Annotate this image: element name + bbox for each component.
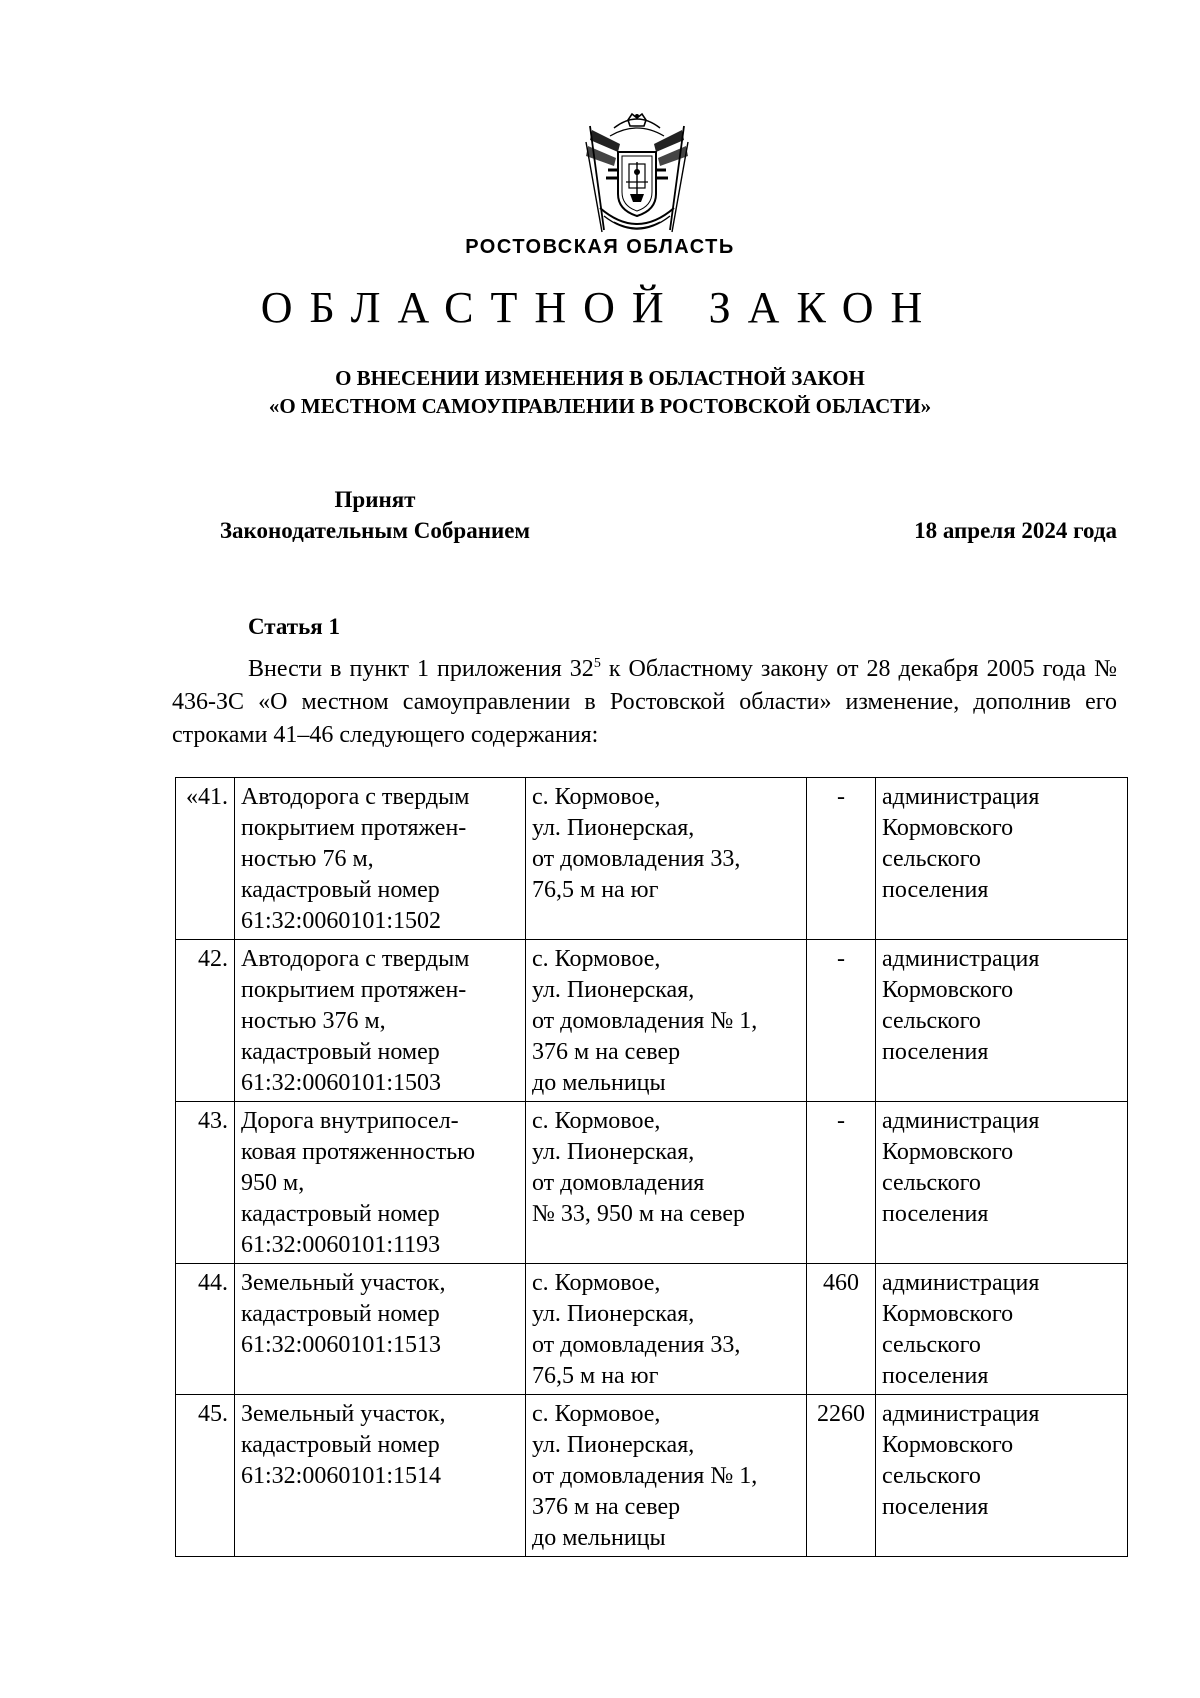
- object-name-line: кадастровый номер: [241, 877, 440, 903]
- table-row: [176, 1264, 1128, 1395]
- object-location-line: 76,5 м на юг: [532, 877, 659, 903]
- adoption-body: [175, 484, 575, 546]
- object-name-line: 61:32:0060101:1193: [241, 1232, 441, 1258]
- object-owner-line: Кормовского: [882, 1301, 1014, 1327]
- object-location-line: с. Кормовое,: [532, 1108, 661, 1134]
- object-location-line: с. Кормовое,: [532, 1401, 661, 1427]
- object-name-line: ковая протяженностью: [241, 1139, 476, 1165]
- object-location-line: ул. Пионерская,: [532, 815, 695, 841]
- object-location-cell: [526, 1395, 807, 1557]
- object-owner-line: сельского: [882, 1008, 981, 1034]
- table-row: [176, 940, 1128, 1102]
- object-owner-line: сельского: [882, 1463, 981, 1489]
- object-location-cell: [526, 940, 807, 1102]
- object-owner-cell: [876, 940, 1128, 1102]
- article-text-part-2: к Областному закону от 28 декабря 2005 года № 436-ЗС «О местном самоуправлении в Ростовской области» изменение, дополнив его строками 41–46 следующего содержания:: [172, 656, 1118, 748]
- object-name-cell: [235, 1264, 526, 1395]
- object-location-line: ул. Пионерская,: [532, 1301, 695, 1327]
- adoption-line-1: Принят: [334, 487, 416, 512]
- object-location-line: с. Кормовое,: [532, 784, 661, 810]
- object-area-cell: 460: [807, 1264, 876, 1395]
- object-location-cell: [526, 1102, 807, 1264]
- object-location-line: с. Кормовое,: [532, 1270, 661, 1296]
- object-owner-cell: [876, 1102, 1128, 1264]
- adoption-date: 18 апреля 2024 года: [914, 518, 1117, 543]
- object-name-line: кадастровый номер: [241, 1039, 440, 1065]
- row-number-cell: 43.: [176, 1102, 235, 1264]
- object-area-cell: -: [807, 778, 876, 940]
- law-title: [0, 364, 1200, 420]
- law-title-line-1: О ВНЕСЕНИИ ИЗМЕНЕНИЯ В ОБЛАСТНОЙ ЗАКОН: [335, 366, 865, 390]
- object-owner-line: поселения: [882, 1494, 989, 1520]
- object-location-line: от домовладения 33,: [532, 846, 741, 872]
- object-owner-line: поселения: [882, 1363, 989, 1389]
- region-name: РОСТОВСКАЯ ОБЛАСТЬ: [465, 236, 735, 258]
- object-name-line: Земельный участок,: [241, 1401, 446, 1427]
- object-owner-line: сельского: [882, 1332, 981, 1358]
- object-name-line: 61:32:0060101:1514: [241, 1463, 442, 1489]
- object-owner-line: администрация: [882, 1108, 1040, 1134]
- object-name-line: 61:32:0060101:1503: [241, 1070, 442, 1096]
- object-owner-cell: [876, 1264, 1128, 1395]
- object-owner-line: Кормовского: [882, 1432, 1014, 1458]
- law-title-line-2: «О МЕСТНОМ САМОУПРАВЛЕНИИ В РОСТОВСКОЙ ОБЛАСТИ»: [268, 394, 932, 418]
- coat-of-arms-emblem: [584, 112, 690, 237]
- object-location-cell: [526, 1264, 807, 1395]
- object-name-line: кадастровый номер: [241, 1432, 440, 1458]
- object-location-line: с. Кормовое,: [532, 946, 661, 972]
- article-text-part-1: Внести в пункт 1 приложения 32: [248, 656, 594, 682]
- row-number-cell: 45.: [176, 1395, 235, 1557]
- object-location-line: от домовладения: [532, 1170, 705, 1196]
- object-name-line: покрытием протяжен-: [241, 977, 467, 1003]
- object-location-line: ул. Пионерская,: [532, 1139, 695, 1165]
- object-location-line: от домовладения № 1,: [532, 1008, 758, 1034]
- document-type: ОБЛАСТНОЙ ЗАКОН: [260, 283, 940, 332]
- object-owner-line: администрация: [882, 1270, 1040, 1296]
- object-owner-line: поселения: [882, 1039, 989, 1065]
- object-area-cell: -: [807, 1102, 876, 1264]
- object-owner-line: Кормовского: [882, 815, 1014, 841]
- article-heading: Статья 1: [248, 614, 340, 639]
- object-name-line: Автодорога с твердым: [241, 946, 470, 972]
- object-name-line: Дорога внутрипосел-: [241, 1108, 459, 1134]
- object-owner-line: поселения: [882, 877, 989, 903]
- object-location-line: ул. Пионерская,: [532, 1432, 695, 1458]
- object-name-line: кадастровый номер: [241, 1201, 440, 1227]
- table-row: [176, 1395, 1128, 1557]
- object-name-line: Автодорога с твердым: [241, 784, 470, 810]
- object-location-line: 376 м на север: [532, 1039, 681, 1065]
- object-owner-line: сельского: [882, 846, 981, 872]
- object-owner-line: сельского: [882, 1170, 981, 1196]
- row-number-cell: «41.: [176, 778, 235, 940]
- object-location-line: 376 м на север: [532, 1494, 681, 1520]
- object-location-line: от домовладения 33,: [532, 1332, 741, 1358]
- object-location-line: до мельницы: [532, 1525, 666, 1551]
- object-location-cell: [526, 778, 807, 940]
- table-row: [176, 778, 1128, 940]
- article-superscript: 5: [593, 656, 601, 671]
- object-owner-cell: [876, 778, 1128, 940]
- object-owner-line: администрация: [882, 784, 1040, 810]
- object-owner-line: Кормовского: [882, 977, 1014, 1003]
- object-location-line: от домовладения № 1,: [532, 1463, 758, 1489]
- object-location-line: 76,5 м на юг: [532, 1363, 659, 1389]
- row-number-cell: 42.: [176, 940, 235, 1102]
- object-area-cell: 2260: [807, 1395, 876, 1557]
- object-name-line: Земельный участок,: [241, 1270, 446, 1296]
- table-row: [176, 1102, 1128, 1264]
- object-name-line: 61:32:0060101:1513: [241, 1332, 442, 1358]
- objects-table-body: [176, 778, 1128, 1557]
- object-location-line: ул. Пионерская,: [532, 977, 695, 1003]
- adoption-line-2: Законодательным Собранием: [219, 518, 531, 543]
- object-name-line: кадастровый номер: [241, 1301, 440, 1327]
- object-name-line: 61:32:0060101:1502: [241, 908, 442, 934]
- object-owner-line: поселения: [882, 1201, 989, 1227]
- objects-table: [175, 777, 1128, 1557]
- object-name-line: ностью 376 м,: [241, 1008, 386, 1034]
- object-name-cell: [235, 940, 526, 1102]
- object-owner-line: Кормовского: [882, 1139, 1014, 1165]
- object-name-line: покрытием протяжен-: [241, 815, 467, 841]
- object-name-cell: [235, 1395, 526, 1557]
- object-owner-line: администрация: [882, 1401, 1040, 1427]
- object-name-line: ностью 76 м,: [241, 846, 374, 872]
- object-owner-line: администрация: [882, 946, 1040, 972]
- object-location-line: № 33, 950 м на север: [532, 1201, 746, 1227]
- article-text: [172, 653, 1117, 752]
- object-area-cell: -: [807, 940, 876, 1102]
- object-name-line: 950 м,: [241, 1170, 305, 1196]
- object-name-cell: [235, 778, 526, 940]
- object-name-cell: [235, 1102, 526, 1264]
- row-number-cell: 44.: [176, 1264, 235, 1395]
- object-owner-cell: [876, 1395, 1128, 1557]
- object-location-line: до мельницы: [532, 1070, 666, 1096]
